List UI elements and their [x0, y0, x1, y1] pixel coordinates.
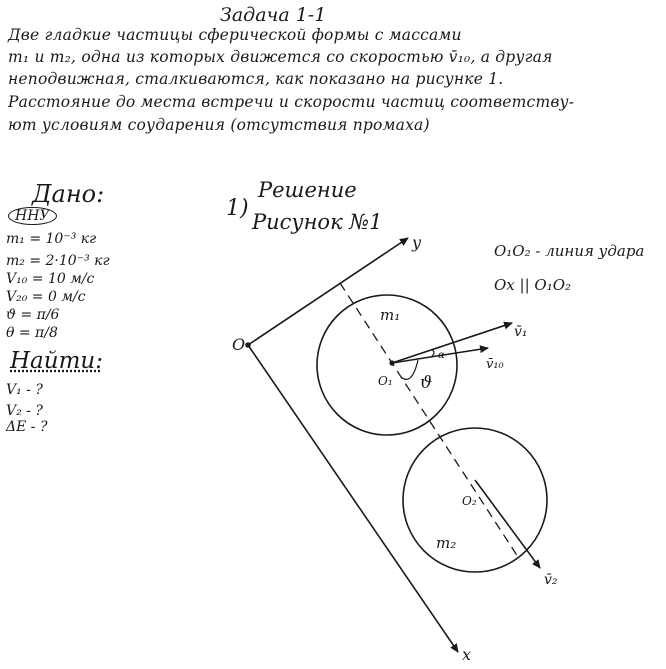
center-1-label: O₁ [378, 374, 393, 388]
center-1-dot [390, 361, 394, 365]
axis-parallel-note: Ox || O₁O₂ [494, 276, 572, 294]
y-axis-label: y [412, 233, 422, 252]
mass-2-label: m₂ [436, 534, 457, 552]
x-axis-label: x [462, 645, 472, 664]
given-heading: Дано: [32, 180, 105, 208]
v1-label: v̄₁ [514, 324, 528, 340]
find-item: ΔE - ? [6, 419, 48, 435]
given-item: V₁₀ = 10 м/с [6, 271, 95, 287]
problem-line-3: неподвижная, сталкиваются, как показано на рисунке 1. [8, 70, 504, 88]
v2-label: v̄₂ [544, 572, 558, 588]
find-heading: Найти: [10, 348, 103, 374]
solution-number: 1) [226, 196, 249, 221]
phi-label: ϑ [420, 373, 433, 393]
given-item: θ = π/8 [6, 325, 58, 341]
solution-heading: Решение [258, 178, 357, 202]
origin-dot [246, 343, 250, 347]
given-item: V₂₀ = 0 м/с [6, 289, 86, 305]
phi-arc [401, 360, 418, 379]
mass-1-label: m₁ [380, 306, 401, 324]
given-item: m₂ = 2·10⁻³ кг [6, 253, 110, 269]
y-axis [248, 238, 408, 345]
v2-vector [475, 480, 540, 568]
given-item: m₁ = 10⁻³ кг [6, 231, 97, 247]
v10-label: v̄₁₀ [486, 357, 504, 372]
problem-line-5: ют условиям соударения (отсутствия промаха) [8, 116, 430, 134]
problem-line-4: Расстояние до места встречи и скорости частиц соответству- [8, 93, 575, 111]
problem-title: Задача 1-1 [220, 4, 327, 26]
find-item: V₁ - ? [6, 382, 43, 398]
figure-caption: Рисунок №1 [252, 210, 383, 234]
find-item: V₂ - ? [6, 403, 43, 419]
nnu-badge: ННУ [8, 207, 57, 225]
center-2-label: O₂ [462, 494, 477, 508]
given-item: ϑ = π/6 [6, 307, 60, 323]
problem-line-1: Две гладкие частицы сферической формы с массами [8, 26, 462, 44]
problem-line-2: m₁ и m₂, одна из которых движется со скоростью v̄₁₀, а другая [8, 48, 553, 66]
origin-label: O [232, 335, 246, 354]
alpha-arc [432, 350, 434, 356]
alpha-label: α [438, 350, 445, 361]
impact-line-note: O₁O₂ - линия удара [494, 242, 645, 260]
